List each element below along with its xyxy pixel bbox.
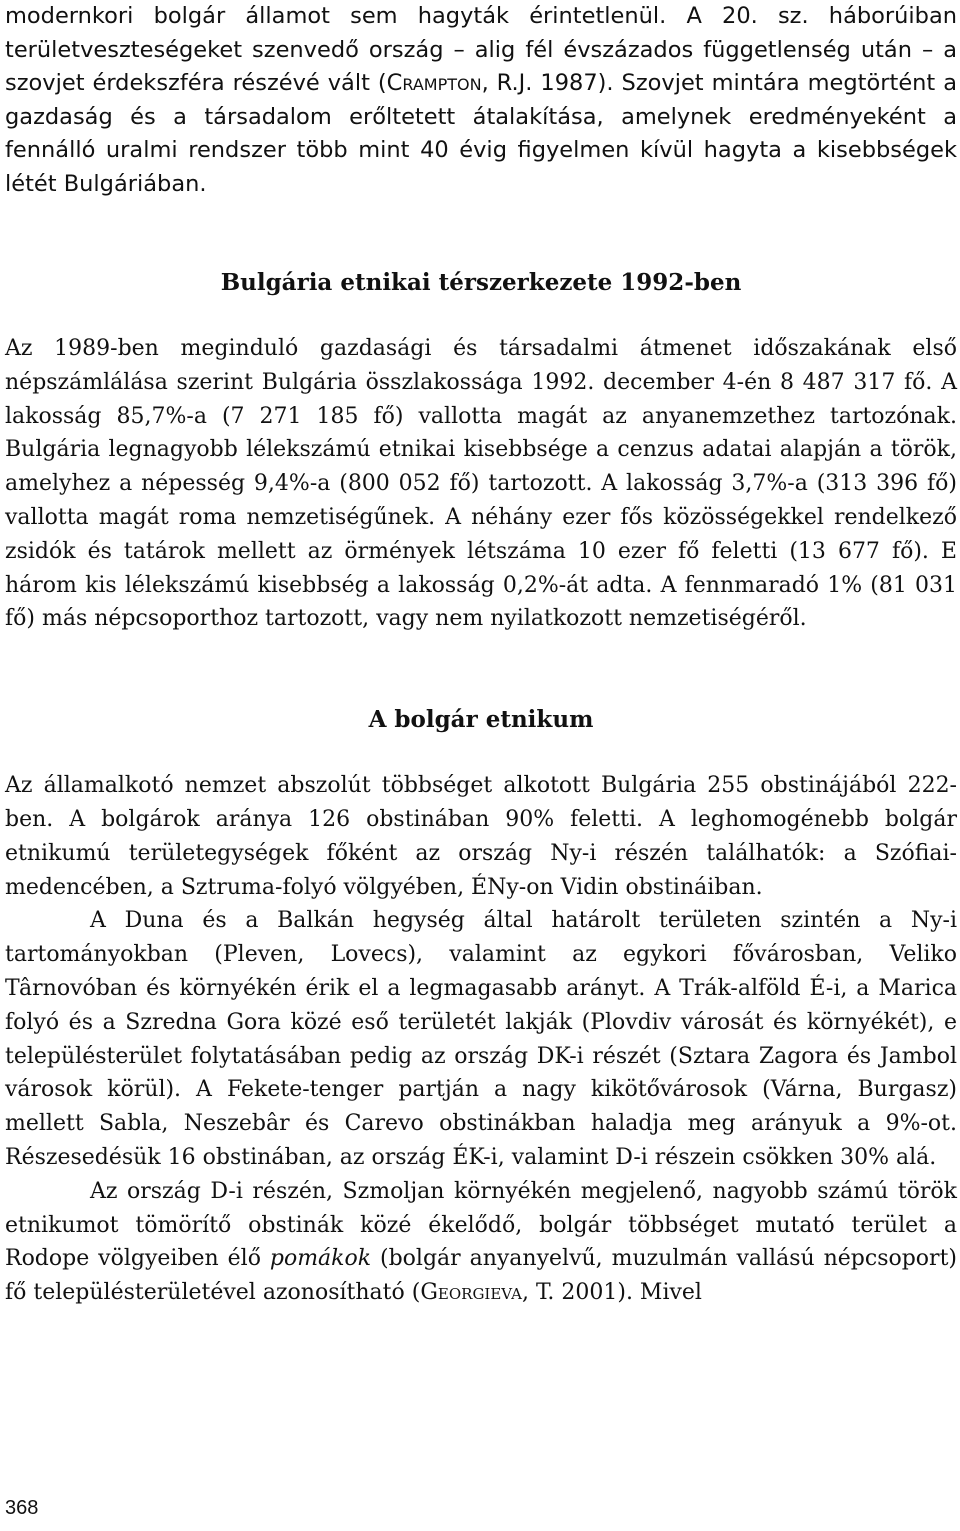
intro-text-before: modernkori bolgár államot sem hagyták érintetlenül. A 20. sz. háborúiban területveszteségeket szenvedő ország – alig fél évszázados függetlenség után – a szovjet érdekszféra részévé vált ( [5,3,957,96]
bulgarian-paragraph-2: A Duna és a Balkán hegység által határolt területen szintén a Ny-i tartományokban (Pleven, Lovecs), valamint az egykori fővárosban, Veliko Târnovóban és környékén érik el a legmagasabb arányt. A Trák-alföld É-i, a Marica folyó és a Szredna Gora közé eső területét lakják (Plovdiv városát és környékét), e településterület folytatásában pedig az ország DK-i részét (Sztara Zagora és Jambol városok körül). A Fekete-tenger partján a nagy kikötővárosok (Várna, Burgasz) mellett Sabla, Neszebâr és Carevo obstinákban haladja meg arányuk a 9%-ot. Részesedésük 16 obstinában, az ország ÉK-i, valamint D-i részein csökken 30% alá. [5,908,957,1170]
document-page [5,0,957,1310]
pomak-term: pomákok [269,1246,372,1272]
p3-text-after: , T. 2001). Mivel [521,1280,702,1306]
p3-text-middle: (bolgár anyanyelvű, muzulmán vallású népcsoport) fő településterületével azonosítható ( [5,1246,957,1306]
page-number: 368 [5,1497,39,1519]
citation-author: Crampton [386,70,482,96]
p3-citation-author: Georgieva [420,1280,522,1306]
bulgarian-paragraph-1: Az államalkotó nemzet abszolút többséget alkotott Bulgária 255 obstinájából 222-ben. A bolgárok aránya 126 obstinában 90% feletti. A leghomogénebb bolgár etnikumú területegységek főként az ország Ny-i részén találhatók: a Szófiai-medencében, a Sztruma-folyó völgyében, ÉNy-on Vidin obstináiban. [5,773,957,900]
intro-paragraph [5,0,957,201]
section-heading-bulgarian-ethnicity: A bolgár etnikum [368,706,594,734]
census-paragraph: Az 1989-ben meginduló gazdasági és társadalmi átmenet időszakának első népszámlálása szerint Bulgária összlakossága 1992. december 4-én 8 487 317 fő. A lakosság 85,7%-a (7 271 185 fő) vallotta magát az anyanemzethez tartozónak. Bulgária legnagyobb lélekszámú etnikai kisebbsége a cenzus adatai alapján a török, amelyhez a népesség 9,4%-a (800 052 fő) tartozott. A lakosság 3,7%-a (313 396 fő) vallotta magát roma nemzetiségűnek. A néhány ezer fős közösségekkel rendelkező zsidók és tatárok mellett az örmények létszáma 10 ezer fő feletti (13 677 fő). E három kis lélekszámú kisebbség a lakosság 0,2%-át adta. A fennmaradó 1% (81 031 fő) más népcsoporthoz tartozott, vagy nem nyilatkozott nemzetiségéről. [5,336,957,632]
p3-text-before: Az ország D-i részén, Szmoljan környékén megjelenő, nagyobb számú török etnikumot tömörítő obstinák közé ékelődő, bolgár többséget mutató terület a Rodope völgyeiben élő [5,1178,957,1272]
intro-text-after: , R.J. 1987). Szovjet mintára megtörtént a gazdaság és a társadalom erőltetett átalakítása, amelynek eredményeként a fennálló uralmi rendszer több mint 40 évig figyelmen kívül hagyta a kisebbségek létét Bulgáriában. [5,70,957,197]
section-heading-ethnic-structure: Bulgária etnikai térszerkezete 1992-ben [220,269,742,296]
bulgarian-paragraph-3 [5,1175,957,1310]
